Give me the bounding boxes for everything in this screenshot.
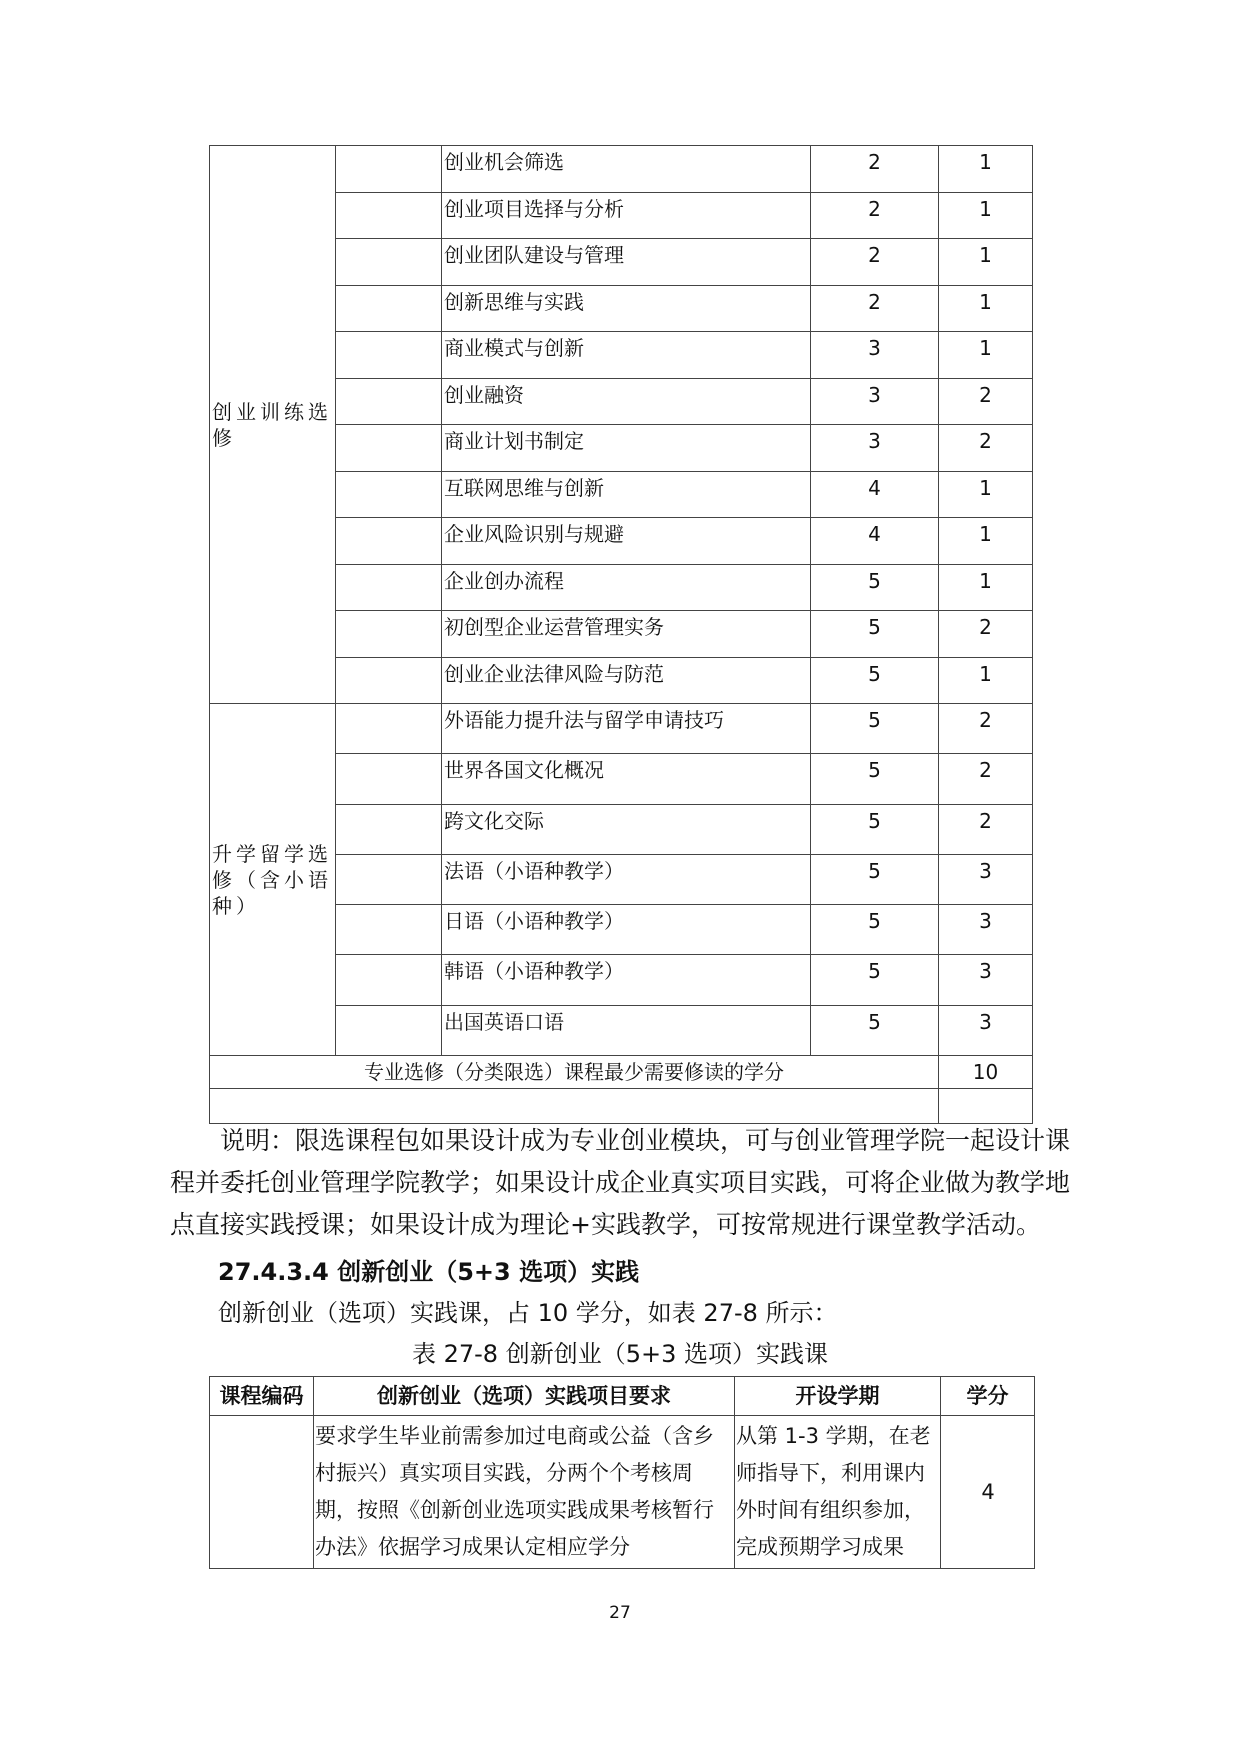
credits: 2 (939, 425, 1033, 472)
cell-semester: 从第 1-3 学期，在老师指导下，利用课内外时间有组织参加，完成预期学习成果 (735, 1416, 941, 1569)
blank-cell (336, 804, 442, 854)
course-name: 初创型企业运营管理实务 (442, 611, 811, 658)
credits: 2 (939, 704, 1033, 754)
blank-cell (336, 192, 442, 239)
course-name: 企业创办流程 (442, 564, 811, 611)
semester: 5 (811, 1005, 939, 1055)
blank-cell (336, 239, 442, 286)
header-code: 课程编码 (210, 1377, 314, 1416)
cell-code (210, 1416, 314, 1569)
semester: 2 (811, 146, 939, 193)
category-cell: 升学留学选修（含小语种） (210, 704, 336, 1056)
semester: 3 (811, 425, 939, 472)
semester: 3 (811, 378, 939, 425)
course-name: 企业风险识别与规避 (442, 518, 811, 565)
blank-cell (336, 905, 442, 955)
blank-cell (210, 1089, 939, 1124)
semester: 5 (811, 704, 939, 754)
blank-cell (336, 146, 442, 193)
table-caption: 表 27-8 创新创业（5+3 选项）实践课 (411, 1340, 828, 1368)
blank-cell (336, 955, 442, 1005)
semester: 2 (811, 192, 939, 239)
credits: 3 (939, 854, 1033, 904)
credits: 3 (939, 955, 1033, 1005)
summary-value: 10 (939, 1056, 1033, 1089)
header-semester: 开设学期 (735, 1377, 941, 1416)
course-name: 韩语（小语种教学） (442, 955, 811, 1005)
credits: 3 (939, 1005, 1033, 1055)
semester: 5 (811, 804, 939, 854)
summary-row (210, 1056, 1033, 1089)
practice-course-table (209, 1376, 1035, 1569)
semester: 2 (811, 239, 939, 286)
course-name: 商业计划书制定 (442, 425, 811, 472)
course-name: 创业团队建设与管理 (442, 239, 811, 286)
blank-cell (336, 425, 442, 472)
semester: 5 (811, 657, 939, 704)
course-name: 法语（小语种教学） (442, 854, 811, 904)
credits: 1 (939, 239, 1033, 286)
course-name: 出国英语口语 (442, 1005, 811, 1055)
page-number: 27 (609, 1603, 631, 1623)
credits: 1 (939, 285, 1033, 332)
blank-cell (336, 704, 442, 754)
blank-cell (336, 332, 442, 379)
blank-cell (336, 1005, 442, 1055)
empty-row (210, 1089, 1033, 1124)
course-name: 创业项目选择与分析 (442, 192, 811, 239)
header-requirement: 创新创业（选项）实践项目要求 (314, 1377, 735, 1416)
cell-requirement: 要求学生毕业前需参加过电商或公益（含乡村振兴）真实项目实践，分两个个考核周期，按照《创新创业选项实践成果考核暂行办法》依据学习成果认定相应学分 (314, 1416, 735, 1569)
semester: 5 (811, 754, 939, 804)
table-row (210, 704, 1033, 754)
note-paragraph: 说明：限选课程包如果设计成为专业创业模块，可与创业管理学院一起设计课程并委托创业管理学院教学；如果设计成企业真实项目实践，可将企业做为教学地点直接实践授课；如果设计成为理论+实践教学，可按常规进行课堂教学活动。 (170, 1126, 1071, 1239)
elective-course-table (209, 145, 1033, 1124)
semester: 5 (811, 611, 939, 658)
summary-label: 专业选修（分类限选）课程最少需要修读的学分 (210, 1056, 939, 1089)
blank-cell (336, 754, 442, 804)
credits: 3 (939, 905, 1033, 955)
credits: 1 (939, 564, 1033, 611)
credits: 1 (939, 471, 1033, 518)
table-row (210, 146, 1033, 193)
course-name: 互联网思维与创新 (442, 471, 811, 518)
blank-cell (336, 518, 442, 565)
blank-cell (336, 564, 442, 611)
semester: 2 (811, 285, 939, 332)
section-heading: 27.4.3.4 创新创业（5+3 选项）实践 (218, 1258, 640, 1286)
blank-cell (939, 1089, 1033, 1124)
semester: 5 (811, 905, 939, 955)
semester: 5 (811, 955, 939, 1005)
course-name: 日语（小语种教学） (442, 905, 811, 955)
semester: 3 (811, 332, 939, 379)
credits: 1 (939, 332, 1033, 379)
course-name: 世界各国文化概况 (442, 754, 811, 804)
credits: 1 (939, 518, 1033, 565)
cell-credits: 4 (941, 1416, 1035, 1569)
credits: 2 (939, 611, 1033, 658)
course-name: 创业企业法律风险与防范 (442, 657, 811, 704)
course-name: 外语能力提升法与留学申请技巧 (442, 704, 811, 754)
header-credits: 学分 (941, 1377, 1035, 1416)
blank-cell (336, 854, 442, 904)
table-header-row (210, 1377, 1035, 1416)
semester: 5 (811, 564, 939, 611)
credits: 1 (939, 657, 1033, 704)
course-name: 创新思维与实践 (442, 285, 811, 332)
credits: 1 (939, 146, 1033, 193)
credits: 2 (939, 378, 1033, 425)
intro-text: 创新创业（选项）实践课，占 10 学分，如表 27-8 所示： (218, 1299, 838, 1327)
blank-cell (336, 378, 442, 425)
semester: 5 (811, 854, 939, 904)
course-name: 跨文化交际 (442, 804, 811, 854)
blank-cell (336, 657, 442, 704)
course-name: 创业融资 (442, 378, 811, 425)
credits: 2 (939, 754, 1033, 804)
course-name: 创业机会筛选 (442, 146, 811, 193)
blank-cell (336, 611, 442, 658)
course-name: 商业模式与创新 (442, 332, 811, 379)
credits: 1 (939, 192, 1033, 239)
blank-cell (336, 471, 442, 518)
semester: 4 (811, 518, 939, 565)
semester: 4 (811, 471, 939, 518)
credits: 2 (939, 804, 1033, 854)
category-cell: 创业训练选修 (210, 146, 336, 704)
table-row (210, 1416, 1035, 1569)
blank-cell (336, 285, 442, 332)
